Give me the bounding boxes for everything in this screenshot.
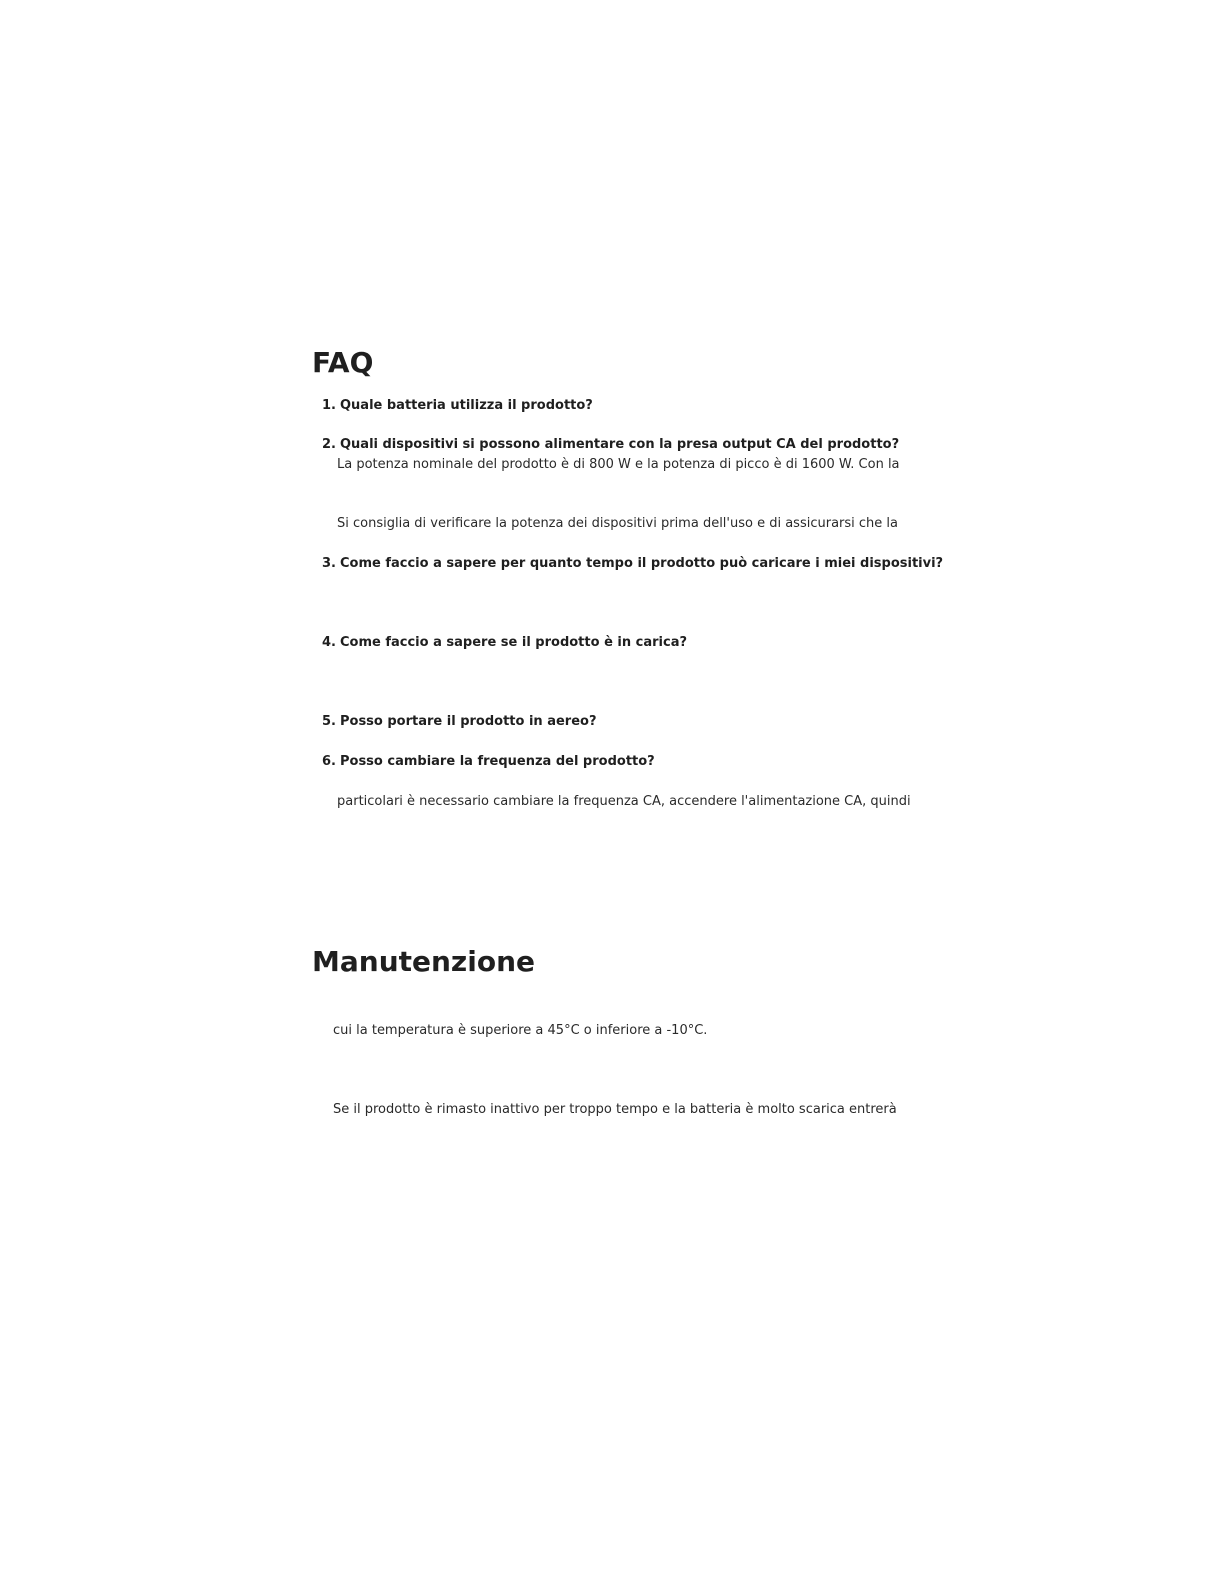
- faq-question-5: [322, 713, 597, 731]
- question-text: Posso portare il prodotto in aereo?: [339, 714, 597, 729]
- faq-heading: FAQ: [312, 346, 374, 379]
- question-number: 3.: [322, 556, 336, 571]
- question-text: Quale batteria utilizza il prodotto?: [339, 398, 593, 413]
- question-number: 6.: [322, 754, 336, 769]
- faq-answer-6-line-1: particolari è necessario cambiare la frequenza CA, accendere l'alimentazione CA, quindi: [337, 794, 911, 809]
- faq-question-1: [322, 397, 593, 415]
- question-number: 4.: [322, 635, 336, 650]
- maintenance-heading: Manutenzione: [312, 945, 535, 978]
- faq-answer-2-line-1: La potenza nominale del prodotto è di 800 W e la potenza di picco è di 1600 W. Con la: [337, 457, 900, 472]
- maintenance-line-1: cui la temperatura è superiore a 45°C o inferiore a -10°C.: [333, 1023, 708, 1038]
- question-text: Come faccio a sapere per quanto tempo il prodotto può caricare i miei dispositivi?: [339, 556, 944, 571]
- faq-question-4: [322, 634, 687, 652]
- question-number: 5.: [322, 714, 336, 729]
- question-text: Quali dispositivi si possono alimentare con la presa output CA del prodotto?: [339, 437, 900, 452]
- faq-question-6: [322, 753, 655, 771]
- faq-question-3: [322, 555, 943, 573]
- faq-question-2: [322, 436, 899, 454]
- question-number: 2.: [322, 437, 336, 452]
- faq-answer-2-line-2: Si consiglia di verificare la potenza dei dispositivi prima dell'uso e di assicurarsi che la: [337, 516, 898, 531]
- question-text: Posso cambiare la frequenza del prodotto?: [339, 754, 655, 769]
- question-text: Come faccio a sapere se il prodotto è in carica?: [339, 635, 688, 650]
- maintenance-line-2: Se il prodotto è rimasto inattivo per troppo tempo e la batteria è molto scarica entrerà: [333, 1102, 897, 1117]
- question-number: 1.: [322, 398, 336, 413]
